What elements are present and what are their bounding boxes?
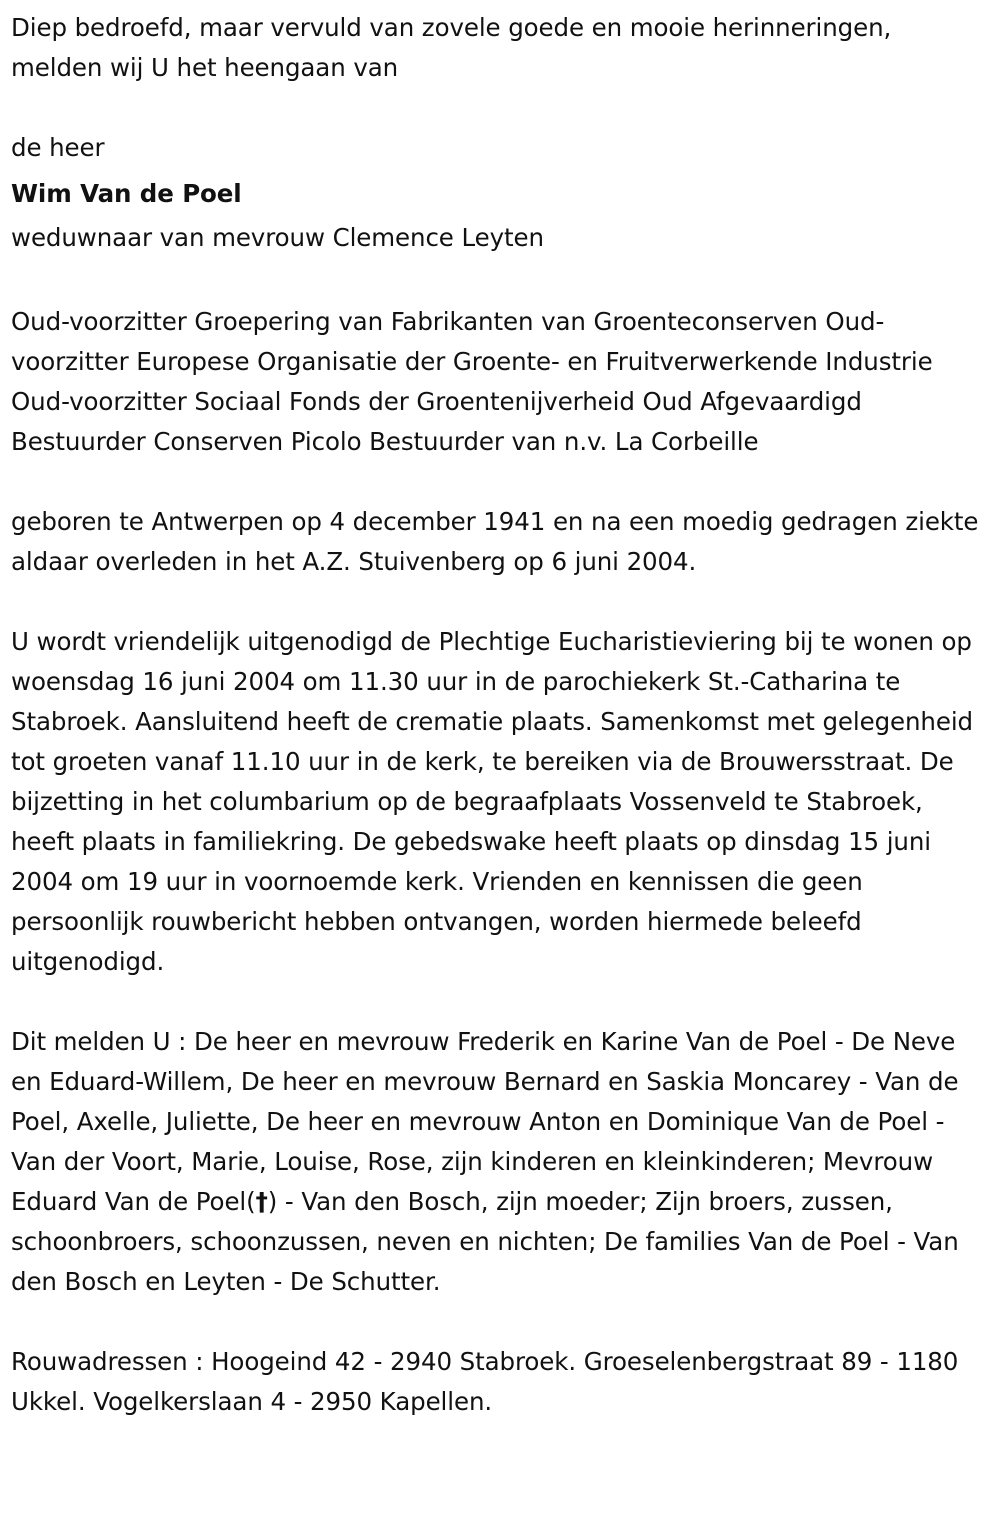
spacer [11,262,988,302]
deceased-name: Wim Van de Poel [11,179,242,208]
positions-paragraph: Oud-voorzitter Groepering van Fabrikanten van Groenteconserven Oud-voorzitter Europese Organisatie der Groente- en Fruitverwerkende Industrie Oud-voorzitter Sociaal Fonds der Groentenijverheid Oud Afgevaardigd Bestuurder Conserven Picolo Bestuurder van n.v. La Corbeille [11,307,933,456]
family-text-part1: Dit melden U : De heer en mevrouw Frederik en Karine Van de Poel - De Neve en Eduard-Willem, De heer en mevrouw Bernard en Saskia Moncarey - Van de Poel, Axelle, Juliette, De heer en mevrouw Anton en Dominique Van de Poel - Van der Voort, Marie, Louise, Rose, zijn kinderen en kleinkinderen; Mevrouw Eduard Van de Poel( [11,1027,959,1216]
spacer [11,982,988,1022]
spacer [11,582,988,622]
addresses-paragraph: Rouwadressen : Hoogeind 42 - 2940 Stabroek. Groeselenbergstraat 89 - 1180 Ukkel. Vogelkerslaan 4 - 2950 Kapellen. [11,1347,959,1416]
birth-death-paragraph: geboren te Antwerpen op 4 december 1941 en na een moedig gedragen ziekte aldaar overleden in het A.Z. Stuivenberg op 6 juni 2004. [11,507,979,576]
salutation: de heer [11,133,105,162]
widower-line: weduwnaar van mevrouw Clemence Leyten [11,223,544,252]
spacer [11,1302,988,1342]
spacer [11,88,988,128]
ceremony-paragraph: U wordt vriendelijk uitgenodigd de Plechtige Eucharistieviering bij te wonen op woensdag 16 juni 2004 om 11.30 uur in de parochiekerk St.-Catharina te Stabroek. Aansluitend heeft de crematie plaats. Samenkomst met gelegenheid tot groeten vanaf 11.10 uur in de kerk, te bereiken via de Brouwersstraat. De bijzetting in het columbarium op de begraafplaats Vossenveld te Stabroek, heeft plaats in familiekring. De gebedswake heeft plaats op dinsdag 15 juni 2004 om 19 uur in voornoemde kerk. Vrienden en kennissen die geen persoonlijk rouwbericht hebben ontvangen, worden hiermede beleefd uitgenodigd. [11,627,973,976]
spacer [11,462,988,502]
intro-paragraph: Diep bedroefd, maar vervuld van zovele goede en mooie herinneringen, melden wij U het heengaan van [11,13,892,82]
cross-icon: † [255,1187,268,1216]
family-text-part2: ) - Van den Bosch, zijn moeder; Zijn broers, zussen, schoonbroers, schoonzussen, neven en nichten; De families Van de Poel - Van den Bosch en Leyten - De Schutter. [11,1187,959,1296]
family-paragraph [11,1022,988,1302]
